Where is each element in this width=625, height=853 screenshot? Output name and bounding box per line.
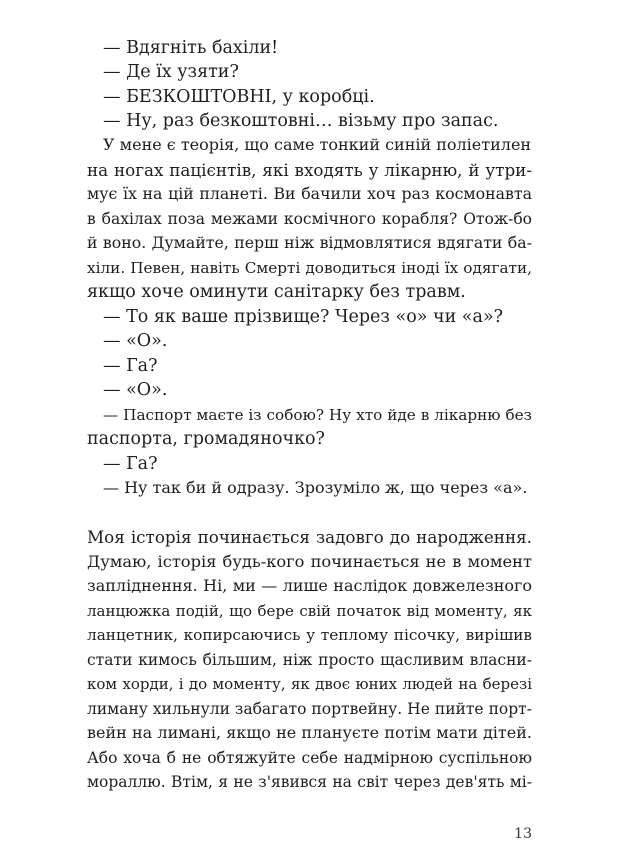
paragraph-line: хіли. Певен, навіть Смерті доводиться іноді їх одягати, [87, 259, 532, 277]
paragraph-line: стати кимось більшим, ніж просто щасливим власни- [87, 651, 532, 669]
paragraph-line: Думаю, історія будь-кого починається не в момент [87, 552, 532, 571]
dialogue-line: — Де їх узяти? [103, 62, 239, 82]
dialogue-line: — То як ваше прізвище? Через «о» чи «а»? [103, 307, 504, 327]
paragraph-line: якщо хоче оминути санітарку без травм. [87, 282, 466, 302]
dialogue-line: — Га? [103, 454, 158, 474]
dialogue-line: — Ну так би й одразу. Зрозуміло ж, що через «а». [103, 478, 528, 497]
page-number: 13 [514, 826, 532, 842]
dialogue-line: — БЕЗКОШТОВНІ, у коробці. [103, 87, 375, 107]
dialogue-line: — Паспорт маєте із собою? Ну хто йде в лікарню без [103, 406, 532, 424]
paragraph-line: мує їх на цій планеті. Ви бачили хоч раз космонавта [87, 184, 532, 203]
dialogue-line: паспорта, громадяночко? [87, 429, 325, 449]
dialogue-line: — «О». [103, 331, 168, 351]
paragraph-line: ком хорди, і до моменту, як двоє юних людей на березі [87, 675, 532, 693]
paragraph-line: й воно. Думайте, перш ніж відмовлятися вдягати ба- [87, 233, 532, 252]
paragraph-line: на ногах пацієнтів, які входять у лікарню, й утри- [87, 160, 532, 180]
paragraph-line: мораллю. Втім, я не з'явився на світ через дев'ять мі- [87, 773, 532, 791]
paragraph-line: ланцюжка подій, що бере свій початок від моменту, як [87, 602, 532, 620]
paragraph-line: вейн на лимані, якщо не плануєте потім мати дітей. [87, 723, 532, 742]
paragraph-line: в бахілах поза межами космічного корабля? Отож-бо [87, 210, 532, 228]
dialogue-line: — Ну, раз безкоштовні… візьму про запас. [103, 111, 499, 131]
paragraph-line: запліднення. Ні, ми — лише наслідок довжелезного [87, 576, 532, 595]
paragraph-line: ланцетник, копирсаючись у теплому пісочку, вирішив [87, 626, 532, 644]
paragraph-line: Моя історія починається задовго до народження. [87, 527, 532, 547]
dialogue-line: — «О». [103, 380, 168, 400]
paragraph-line: лиману хильнули забагато портвейну. Не пийте порт- [87, 700, 532, 718]
paragraph-line: У мене є теорія, що саме тонкий синій поліетилен [103, 135, 532, 154]
dialogue-line: — Га? [103, 356, 158, 376]
paragraph-line: Або хоча б не обтяжуйте себе надмірною суспільною [87, 749, 532, 767]
dialogue-line: — Вдягніть бахіли! [103, 38, 279, 58]
